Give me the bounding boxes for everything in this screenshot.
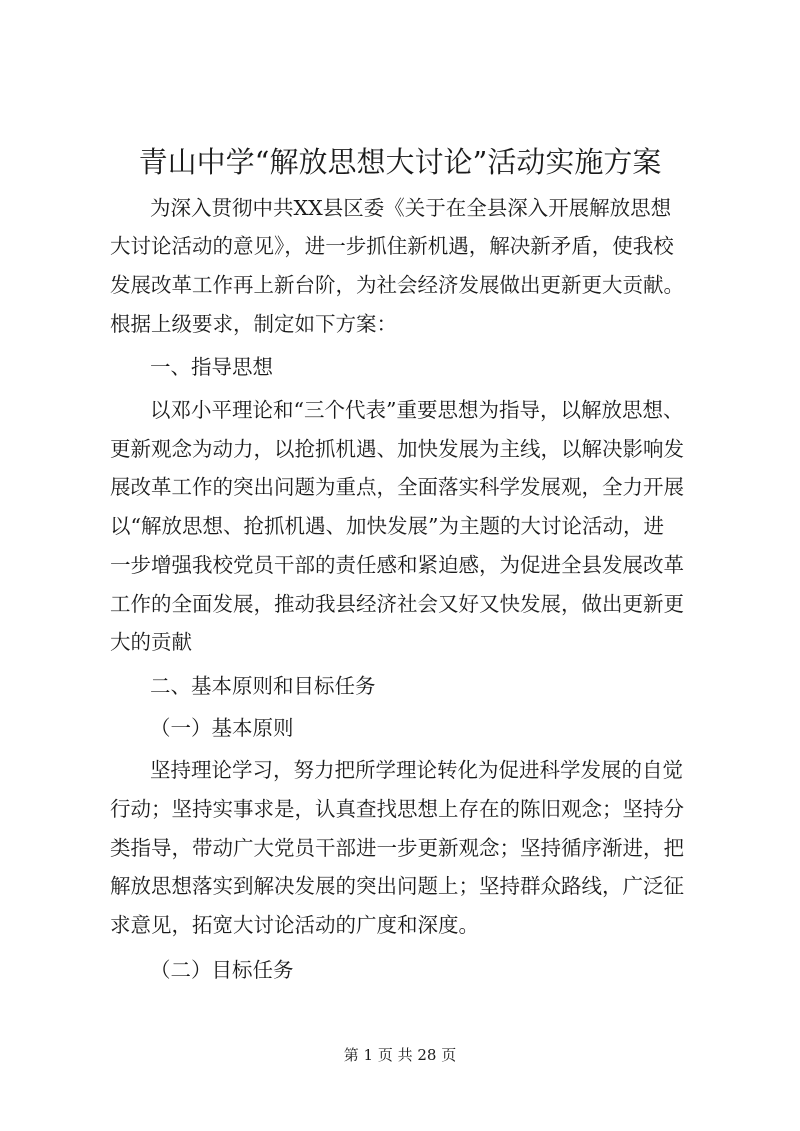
paragraph-line: 解放思想落实到解决发展的突出问题上；坚持群众路线，广泛征 <box>110 874 684 898</box>
paragraph-line: 一步增强我校党员干部的责任感和紧迫感，为促进全县发展改革 <box>110 553 684 577</box>
document-title: 青山中学“解放思想大讨论”活动实施方案 <box>138 145 662 179</box>
paragraph-line: 发展改革工作再上新台阶，为社会经济发展做出更新更大贡献。 <box>110 273 684 297</box>
paragraph-line: 更新观念为动力，以抢抓机遇、加快发展为主线，以解决影响发 <box>110 437 684 461</box>
paragraph-line: 大讨论活动的意见》，进一步抓住新机遇，解决新矛盾，使我校 <box>110 234 674 258</box>
paragraph-line: 求意见，拓宽大讨论活动的广度和深度。 <box>110 913 479 937</box>
paragraph-line: 以邓小平理论和“三个代表”重要思想为指导，以解放思想、 <box>150 398 684 422</box>
paragraph-line: 坚持理论学习，努力把所学理论转化为促进科学发展的自觉 <box>150 758 683 782</box>
page-number-footer: 第 1 页 共 28 页 <box>343 1046 457 1064</box>
subsection-heading: （一）基本原则 <box>150 716 294 740</box>
section-heading: 一、指导思想 <box>150 355 273 379</box>
section-heading: 二、基本原则和目标任务 <box>150 674 376 698</box>
subsection-heading: （二）目标任务 <box>150 958 294 982</box>
paragraph-line: 以“解放思想、抢抓机遇、加快发展”为主题的大讨论活动，进 <box>110 514 664 538</box>
paragraph-line: 根据上级要求，制定如下方案： <box>110 312 397 336</box>
paragraph-line: 为深入贯彻中共XX县区委《关于在全县深入开展解放思想 <box>150 196 672 220</box>
paragraph-line: 类指导，带动广大党员干部进一步更新观念；坚持循序渐进，把 <box>110 836 684 860</box>
paragraph-line: 展改革工作的突出问题为重点，全面落实科学发展观，全力开展 <box>110 475 684 499</box>
paragraph-line: 行动；坚持实事求是，认真查找思想上存在的陈旧观念；坚持分 <box>110 797 684 821</box>
paragraph-line: 大的贡献 <box>110 630 192 654</box>
paragraph-line: 工作的全面发展，推动我县经济社会又好又快发展，做出更新更 <box>110 592 684 616</box>
